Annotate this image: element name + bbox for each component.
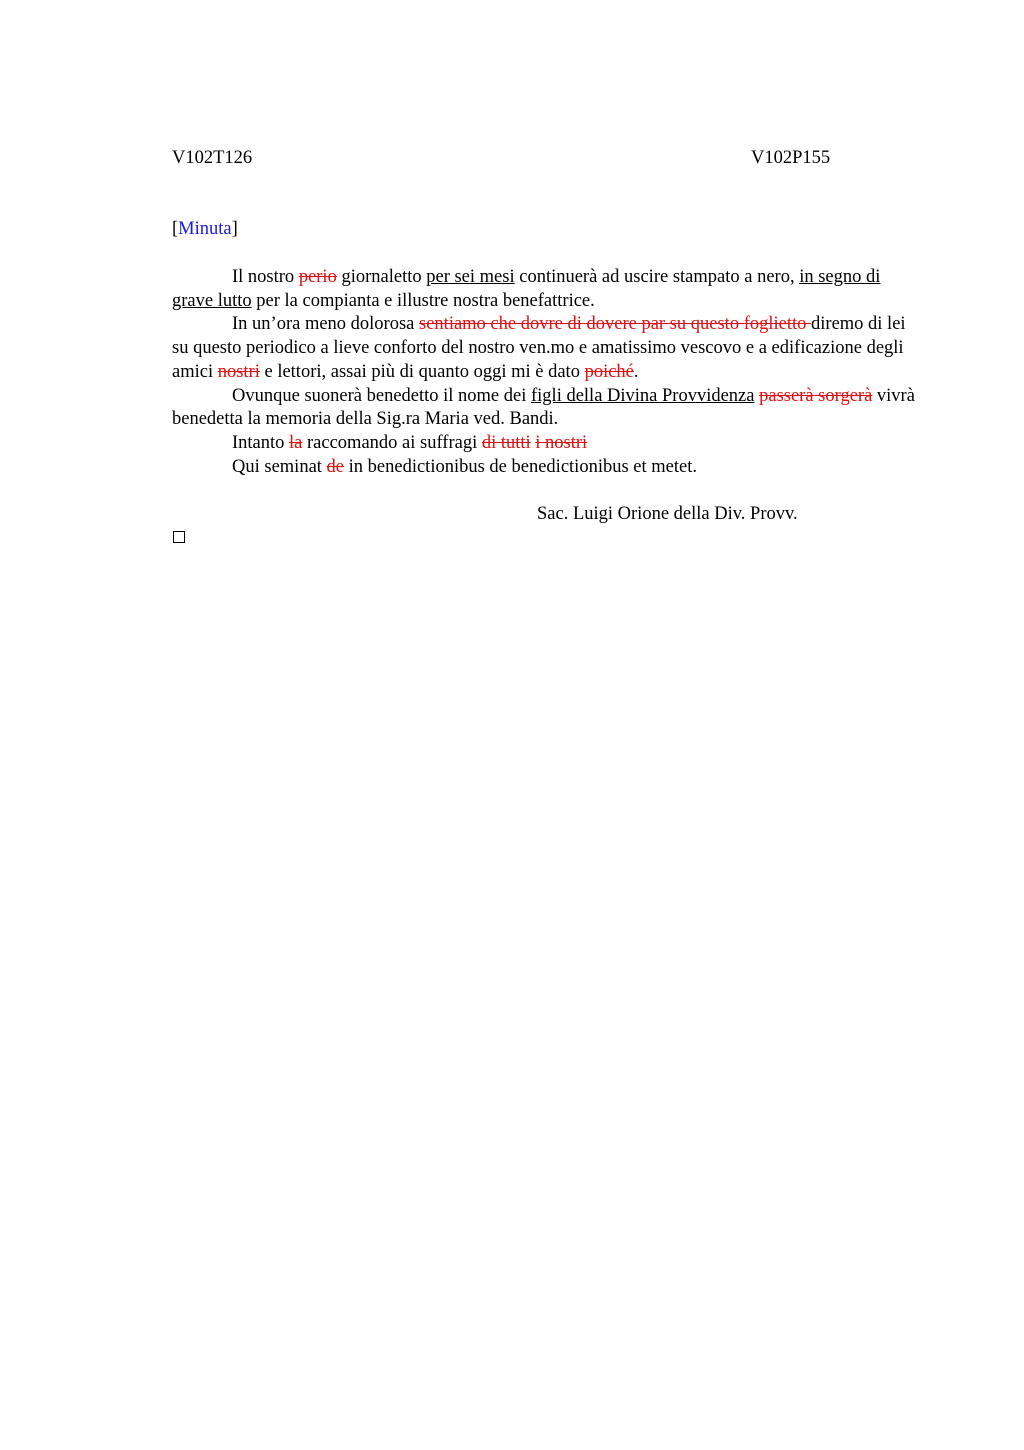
heading-open-bracket: [ — [172, 219, 179, 239]
text-segment: continuerà ad uscire stampato a nero, — [514, 267, 800, 287]
deleted-text: la — [289, 432, 303, 453]
paragraph — [172, 385, 920, 432]
text-segment: diremo di lei su questo periodico a lieve conforto del nostro ven.mo e amatissimo vescovo e a edificazione degli amici — [172, 314, 906, 382]
underlined-text: figli della Divina Provvidenza — [531, 385, 755, 406]
paragraph — [172, 432, 920, 456]
text-segment: In un’ora meno dolorosa — [232, 314, 420, 335]
text-segment: raccomando ai suffragi — [302, 432, 482, 453]
text-segment: e lettori, assai più di quanto oggi mi è dato — [259, 361, 585, 382]
underlined-text: in segno di grave lutto — [172, 267, 881, 311]
text-segment: Qui seminat — [232, 456, 327, 477]
deleted-text: poiché — [584, 361, 634, 382]
letter-body — [172, 266, 920, 479]
paragraph — [172, 313, 920, 384]
underlined-text: per sei mesi — [426, 267, 515, 287]
deleted-text: perio — [298, 267, 337, 287]
text-segment: vivrà benedetta la memoria della Sig.ra Maria ved. Bandi. — [172, 385, 915, 430]
heading-label: Minuta — [178, 219, 232, 239]
document-ref-left: V102T126 — [172, 148, 253, 168]
deleted-text: di tutti — [481, 432, 531, 453]
deleted-text: de — [326, 456, 345, 477]
text-segment: . — [633, 361, 639, 382]
heading-close-bracket: ] — [231, 219, 238, 239]
deleted-text: i nostri — [535, 432, 588, 453]
document-ref-right: V102P155 — [751, 148, 831, 168]
paragraph — [172, 456, 920, 480]
paragraph — [172, 266, 920, 313]
text-segment: per la compianta e illustre nostra benefattrice. — [251, 290, 595, 311]
text-segment: Intanto — [232, 432, 290, 453]
deleted-text: passerà sorgerà — [759, 385, 873, 406]
deleted-text: sentiamo che dovre di dovere par su questo foglietto — [419, 314, 812, 335]
text-segment: Il nostro — [232, 267, 299, 287]
text-segment: giornaletto — [336, 267, 427, 287]
text-segment: in benedictionibus de benedictionibus et metet. — [344, 456, 697, 477]
end-marker-box — [173, 531, 185, 543]
text-segment: Ovunque suonerà benedetto il nome dei — [232, 385, 531, 406]
signature: Sac. Luigi Orione della Div. Provv. — [537, 504, 798, 524]
deleted-text: nostri — [217, 361, 260, 382]
document-heading — [172, 218, 238, 240]
